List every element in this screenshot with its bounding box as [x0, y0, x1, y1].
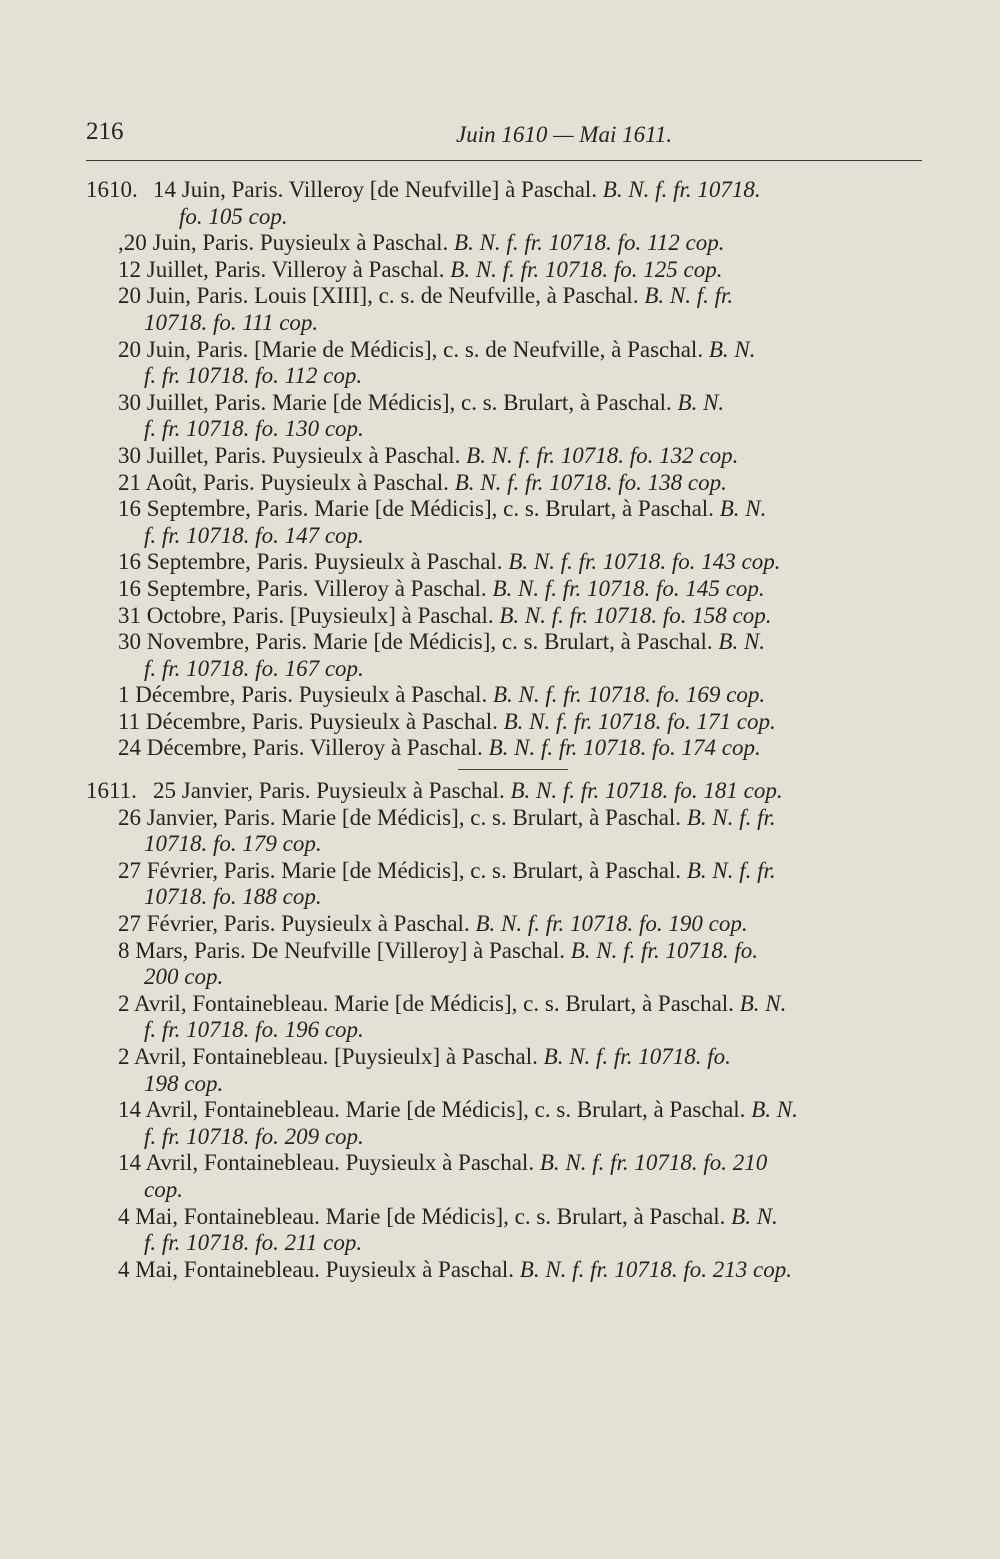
entry-text: 24 Décembre, Paris. Villeroy à Paschal.: [118, 735, 483, 761]
entry-reference-continuation: 198 cop.: [144, 1070, 224, 1096]
entry-text: 31 Octobre, Paris. [Puysieulx] à Paschal.: [118, 602, 494, 628]
entry-reference: B. N.: [719, 496, 767, 522]
list-item: [86, 549, 926, 576]
entry-reference: B. N.: [677, 389, 725, 415]
entries-list: [86, 177, 926, 1283]
entry-text: 12 Juillet, Paris. Villeroy à Paschal.: [118, 256, 445, 282]
entry-text: 2 Avril, Fontainebleau. Marie [de Médicis], c. s. Brulart, à Paschal.: [118, 990, 734, 1016]
entry-reference: B. N. f. fr.: [686, 857, 776, 883]
entry-reference-continuation: f. fr. 10718. fo. 147 cop.: [144, 522, 364, 548]
entry-text: 2 Avril, Fontainebleau. [Puysieulx] à Paschal.: [118, 1044, 538, 1069]
list-item: [86, 576, 926, 603]
list-item: [86, 470, 926, 497]
year-block: [86, 177, 926, 762]
year-label: 1610.: [86, 177, 138, 202]
entry-reference-continuation: 10718. fo. 111 cop.: [144, 309, 319, 335]
entry-reference: B. N.: [731, 1203, 778, 1229]
list-item: [86, 1097, 926, 1150]
entry-text: 16 Septembre, Paris. Puysieulx à Paschal.: [118, 549, 503, 575]
entry-reference: B. N. f. fr. 10718. fo. 138 cop.: [454, 469, 727, 495]
list-item: [86, 938, 926, 991]
entry-text: 14 Avril, Fontainebleau. Puysieulx à Paschal.: [118, 1150, 535, 1176]
entry-text: 30 Juillet, Paris. Puysieulx à Paschal.: [118, 442, 461, 468]
list-item: [86, 283, 926, 336]
entry-reference: B. N. f. fr. 10718. fo. 169 cop.: [492, 682, 766, 708]
entry-text: 27 Février, Paris. Puysieulx à Paschal.: [118, 911, 470, 937]
list-item: [86, 682, 926, 709]
list-item: [86, 858, 926, 911]
entry-reference-continuation: fo. 105 cop.: [179, 203, 288, 229]
entry-reference: B. N. f. fr. 10718. fo. 143 cop.: [508, 549, 781, 575]
list-item: [86, 1204, 926, 1257]
list-item: [86, 629, 926, 682]
entry-text: 20 Juin, Paris. Louis [XIII], c. s. de Neufville, à Paschal.: [118, 283, 639, 309]
entry-reference-continuation: 10718. fo. 188 cop.: [144, 884, 322, 910]
list-item: [86, 443, 926, 470]
entry-text: 25 Janvier, Paris. Puysieulx à Paschal.: [153, 778, 505, 804]
list-item: [86, 257, 926, 284]
entry-reference-continuation: f. fr. 10718. fo. 211 cop.: [144, 1230, 363, 1256]
entry-reference-continuation: f. fr. 10718. fo. 130 cop.: [144, 416, 364, 442]
entry-text: 4 Mai, Fontainebleau. Marie [de Médicis], c. s. Brulart, à Paschal.: [118, 1203, 726, 1229]
entry-reference: B. N. f. fr. 10718. fo. 145 cop.: [492, 575, 765, 601]
entry-reference: B. N. f. fr. 10718. fo.: [570, 937, 758, 963]
entry-text: 4 Mai, Fontainebleau. Puysieulx à Paschal.: [118, 1256, 515, 1282]
entry-text: 30 Novembre, Paris. Marie [de Médicis], c. s. Brulart, à Paschal.: [118, 629, 713, 655]
entry-text: 11 Décembre, Paris. Puysieulx à Paschal.: [118, 708, 498, 734]
page-number: 216: [86, 118, 124, 145]
entry-reference-continuation: f. fr. 10718. fo. 209 cop.: [144, 1123, 364, 1149]
list-item: [86, 778, 926, 805]
entry-reference: B. N. f. fr. 10718. fo. 174 cop.: [488, 735, 761, 761]
entry-reference: B. N. f. fr. 10718. fo.: [543, 1044, 731, 1069]
entry-reference: B. N. f. fr.: [644, 283, 734, 309]
entry-reference: B. N. f. fr. 10718. fo. 213 cop.: [519, 1256, 792, 1282]
entry-text: 8 Mars, Paris. De Neufville [Villeroy] à Paschal.: [118, 937, 565, 963]
entry-text: ,20 Juin, Paris. Puysieulx à Paschal.: [118, 230, 449, 256]
list-item: [86, 735, 926, 762]
entry-reference-continuation: f. fr. 10718. fo. 167 cop.: [144, 655, 364, 681]
list-item: [86, 337, 926, 390]
entry-reference: B. N. f. fr. 10718. fo. 132 cop.: [466, 442, 739, 468]
list-item: [86, 390, 926, 443]
running-head: Juin 1610 — Mai 1611.: [456, 122, 673, 147]
entry-text: 21 Août, Paris. Puysieulx à Paschal.: [118, 469, 449, 495]
list-item: [86, 496, 926, 549]
year-separator-rule: [458, 769, 568, 770]
entry-text: 16 Septembre, Paris. Marie [de Médicis], c. s. Brulart, à Paschal.: [118, 496, 714, 522]
entry-reference: B. N. f. fr. 10718.: [602, 177, 761, 202]
entry-text: 20 Juin, Paris. [Marie de Médicis], c. s. de Neufville, à Paschal.: [118, 336, 704, 362]
entry-reference: B. N. f. fr. 10718. fo. 190 cop.: [475, 911, 748, 937]
entry-text: 14 Avril, Fontainebleau. Marie [de Médicis], c. s. Brulart, à Paschal.: [118, 1097, 746, 1123]
page-header: [86, 118, 920, 158]
header-rule: [86, 160, 922, 161]
year-label: 1611.: [86, 778, 137, 804]
entry-reference: B. N. f. fr. 10718. fo. 181 cop.: [510, 778, 783, 804]
entry-reference: B. N. f. fr. 10718. fo. 158 cop.: [499, 602, 772, 628]
list-item: [86, 603, 926, 630]
entry-reference: B. N. f. fr. 10718. fo. 171 cop.: [503, 708, 776, 734]
list-item: [86, 911, 926, 938]
entry-text: 14 Juin, Paris. Villeroy [de Neufville] à Paschal.: [153, 177, 598, 202]
list-item: [86, 991, 926, 1044]
entry-reference: B. N. f. fr.: [686, 804, 776, 830]
entry-reference-continuation: 10718. fo. 179 cop.: [144, 831, 322, 857]
list-item: [86, 1044, 926, 1097]
list-item: [86, 805, 926, 858]
entry-text: 30 Juillet, Paris. Marie [de Médicis], c. s. Brulart, à Paschal.: [118, 389, 672, 415]
entry-text: 26 Janvier, Paris. Marie [de Médicis], c. s. Brulart, à Paschal.: [118, 804, 682, 830]
entry-reference: B. N. f. fr. 10718. fo. 210: [539, 1150, 768, 1176]
entry-reference-continuation: f. fr. 10718. fo. 196 cop.: [144, 1017, 364, 1043]
entry-reference: B. N.: [739, 990, 787, 1016]
list-item: [86, 1257, 926, 1284]
entry-reference: B. N.: [751, 1097, 798, 1123]
entry-reference: B. N. f. fr. 10718. fo. 112 cop.: [454, 230, 725, 256]
entry-reference-continuation: f. fr. 10718. fo. 112 cop.: [144, 363, 363, 389]
entry-reference: B. N.: [718, 629, 766, 655]
entry-text: 27 Février, Paris. Marie [de Médicis], c. s. Brulart, à Paschal.: [118, 857, 682, 883]
entry-reference: B. N.: [708, 336, 756, 362]
list-item: [86, 1150, 926, 1203]
list-item: [86, 709, 926, 736]
entry-text: 16 Septembre, Paris. Villeroy à Paschal.: [118, 575, 487, 601]
entry-reference: B. N. f. fr. 10718. fo. 125 cop.: [450, 256, 723, 282]
entry-reference-continuation: cop.: [144, 1176, 183, 1202]
list-item: [86, 177, 926, 230]
entry-reference-continuation: 200 cop.: [144, 964, 224, 990]
year-block: [86, 778, 926, 1283]
entry-text: 1 Décembre, Paris. Puysieulx à Paschal.: [118, 682, 488, 708]
list-item: [86, 230, 926, 257]
